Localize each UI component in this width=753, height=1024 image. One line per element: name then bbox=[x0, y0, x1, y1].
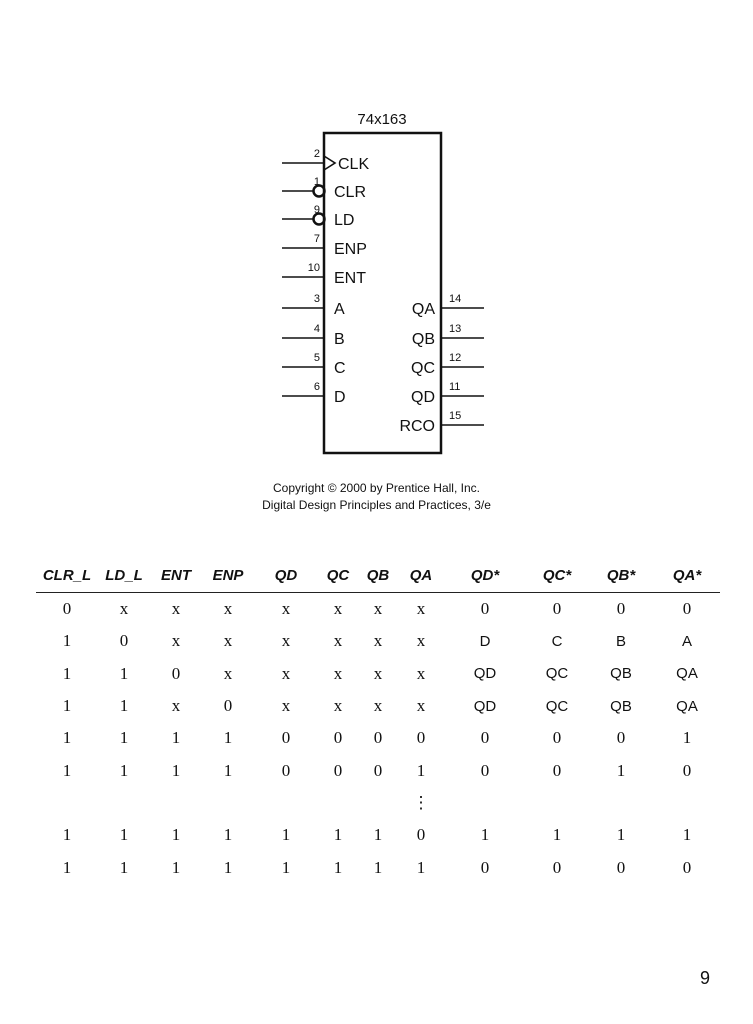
chip-name: 74x163 bbox=[357, 111, 407, 128]
column-header: QB bbox=[366, 566, 390, 584]
table-cell: 0 bbox=[682, 760, 692, 780]
pin-label: QA bbox=[411, 301, 435, 318]
pin-number: 2 bbox=[313, 148, 320, 160]
table-cell: 0 bbox=[416, 728, 426, 748]
table-cell: 0 bbox=[171, 663, 181, 683]
truth-table bbox=[36, 558, 720, 884]
table-cell: 0 bbox=[281, 728, 291, 748]
pin-label: RCO bbox=[399, 418, 435, 435]
table-cell: 1 bbox=[62, 857, 72, 877]
table-cell: 1 bbox=[616, 760, 626, 780]
table-cell: x bbox=[333, 599, 343, 619]
table-cell: 0 bbox=[333, 760, 343, 780]
column-header: ENP bbox=[212, 566, 244, 584]
table-cell: 0 bbox=[552, 857, 562, 877]
table-cell: 0 bbox=[480, 760, 490, 780]
table-cell: QC bbox=[545, 665, 569, 683]
table-cell: D bbox=[479, 632, 491, 650]
table-row bbox=[36, 625, 720, 657]
table-cell: x bbox=[281, 599, 291, 619]
left-pins bbox=[282, 148, 369, 406]
table-cell: 1 bbox=[171, 728, 181, 748]
pin-number: 9 bbox=[313, 204, 320, 216]
table-cell: 1 bbox=[416, 760, 426, 780]
table-cell: x bbox=[223, 631, 233, 651]
table-cell: x bbox=[333, 696, 343, 716]
table-cell: C bbox=[551, 632, 563, 650]
table-cell: x bbox=[171, 599, 181, 619]
table-cell: 1 bbox=[62, 728, 72, 748]
table-cell: 1 bbox=[281, 857, 291, 877]
table-cell: x bbox=[223, 599, 233, 619]
pin-label: QB bbox=[411, 331, 435, 348]
pin-label: CLR bbox=[334, 184, 367, 201]
table-cell: x bbox=[416, 631, 426, 651]
pin-qa bbox=[412, 293, 484, 318]
pin-number: 1 bbox=[313, 176, 320, 188]
table-cell: 0 bbox=[552, 599, 562, 619]
table-cell: 1 bbox=[171, 825, 181, 845]
pin-number: 15 bbox=[449, 410, 462, 422]
pin-label: QC bbox=[411, 360, 435, 377]
table-cell bbox=[36, 787, 98, 819]
table-cell: 1 bbox=[682, 825, 692, 845]
table-cell: x bbox=[223, 663, 233, 683]
table-body bbox=[36, 593, 720, 884]
column-header: QB* bbox=[606, 566, 636, 584]
column-header: QC bbox=[326, 566, 350, 584]
pin-label: CLK bbox=[338, 156, 370, 173]
column-header: LD_L bbox=[105, 566, 143, 584]
table-cell: 0 bbox=[480, 857, 490, 877]
table-cell: x bbox=[373, 631, 383, 651]
table-cell: 0 bbox=[552, 760, 562, 780]
table-cell: 1 bbox=[552, 825, 562, 845]
column-header: QA* bbox=[672, 566, 702, 584]
table-cell: 1 bbox=[119, 728, 129, 748]
table-cell bbox=[654, 787, 720, 819]
table-cell: QA bbox=[676, 697, 698, 715]
copyright-line1: Copyright © 2000 by Prentice Hall, Inc. bbox=[273, 481, 480, 495]
pin-clk bbox=[282, 148, 369, 173]
table-cell: x bbox=[333, 631, 343, 651]
table-cell: 0 bbox=[616, 728, 626, 748]
table-cell bbox=[526, 787, 588, 819]
clock-triangle bbox=[324, 156, 335, 170]
pin-number: 7 bbox=[313, 233, 320, 245]
table-cell: B bbox=[615, 632, 626, 650]
table-row bbox=[36, 722, 720, 754]
table-cell: 0 bbox=[616, 857, 626, 877]
pin-number: 3 bbox=[313, 293, 320, 305]
pin-label: LD bbox=[334, 212, 355, 229]
table-row bbox=[36, 690, 720, 722]
table-cell: x bbox=[281, 663, 291, 683]
table-cell: QD bbox=[473, 665, 497, 683]
table-cell: x bbox=[373, 599, 383, 619]
table-row bbox=[36, 754, 720, 786]
pin-number: 11 bbox=[449, 381, 461, 393]
table-row bbox=[36, 593, 720, 626]
table-cell: 1 bbox=[62, 760, 72, 780]
table-cell: x bbox=[281, 696, 291, 716]
pin-a bbox=[282, 293, 345, 318]
table-cell bbox=[318, 787, 358, 819]
pin-qd bbox=[411, 381, 484, 406]
copyright-line2: Digital Design Principles and Practices, 3/e bbox=[262, 498, 491, 512]
table-cell: x bbox=[416, 663, 426, 683]
pin-ld bbox=[282, 204, 354, 229]
table-cell bbox=[588, 787, 654, 819]
table-cell: x bbox=[416, 696, 426, 716]
table-cell bbox=[254, 787, 318, 819]
table-cell: 0 bbox=[119, 631, 129, 651]
table-cell: 0 bbox=[281, 760, 291, 780]
table-cell bbox=[444, 787, 526, 819]
pin-d bbox=[282, 381, 346, 406]
table-cell bbox=[98, 787, 150, 819]
column-header: ENT bbox=[161, 566, 191, 584]
column-header: CLR_L bbox=[42, 566, 92, 584]
table-cell: 1 bbox=[373, 857, 383, 877]
table-cell: 1 bbox=[281, 825, 291, 845]
table-cell: x bbox=[373, 663, 383, 683]
table-cell: 1 bbox=[373, 825, 383, 845]
table-cell: x bbox=[171, 631, 181, 651]
pin-b bbox=[282, 323, 345, 348]
table-row bbox=[36, 787, 720, 819]
table-cell: 1 bbox=[119, 696, 129, 716]
pin-number: 6 bbox=[313, 381, 320, 393]
table-cell: 1 bbox=[171, 760, 181, 780]
table-cell: x bbox=[119, 599, 129, 619]
pin-number: 4 bbox=[313, 323, 320, 335]
table-cell: QB bbox=[610, 665, 632, 683]
table-cell: 1 bbox=[223, 825, 233, 845]
pin-qc bbox=[411, 352, 484, 377]
column-header: QD* bbox=[470, 566, 500, 584]
table-cell: 1 bbox=[171, 857, 181, 877]
table-cell: x bbox=[373, 696, 383, 716]
table-cell: A bbox=[681, 632, 692, 650]
table-cell: 0 bbox=[223, 696, 233, 716]
table-cell: 0 bbox=[373, 760, 383, 780]
table-cell: QA bbox=[676, 665, 698, 683]
table-cell: 0 bbox=[480, 728, 490, 748]
pin-number: 14 bbox=[449, 293, 462, 305]
pin-number: 12 bbox=[449, 352, 462, 364]
table-row bbox=[36, 658, 720, 690]
table-cell: 1 bbox=[223, 728, 233, 748]
table-cell: 1 bbox=[62, 631, 72, 651]
table-cell: 0 bbox=[682, 599, 692, 619]
column-header: QC* bbox=[542, 566, 572, 584]
table-cell: x bbox=[333, 663, 343, 683]
table-cell: 0 bbox=[480, 599, 490, 619]
table-cell bbox=[202, 787, 254, 819]
pin-number: 5 bbox=[313, 352, 320, 364]
table-cell: x bbox=[416, 599, 426, 619]
table-cell: 1 bbox=[333, 857, 343, 877]
table-cell: x bbox=[281, 631, 291, 651]
table-row bbox=[36, 851, 720, 883]
table-cell: 1 bbox=[416, 857, 426, 877]
table-cell: 1 bbox=[119, 663, 129, 683]
table-header-row bbox=[36, 558, 720, 593]
copyright-block bbox=[0, 480, 753, 514]
pin-label: C bbox=[334, 360, 346, 377]
table-cell: 0 bbox=[552, 728, 562, 748]
table-cell: 0 bbox=[373, 728, 383, 748]
table-cell: QD bbox=[473, 697, 497, 715]
table-row bbox=[36, 819, 720, 851]
table-cell: 1 bbox=[333, 825, 343, 845]
table-cell: 0 bbox=[62, 599, 72, 619]
table-cell: 1 bbox=[62, 825, 72, 845]
chip-diagram bbox=[0, 0, 753, 480]
pin-number: 13 bbox=[449, 323, 462, 335]
table-cell: 1 bbox=[616, 825, 626, 845]
table-cell: 1 bbox=[223, 857, 233, 877]
table-cell: 1 bbox=[62, 663, 72, 683]
table-cell: x bbox=[171, 696, 181, 716]
pin-label: ENP bbox=[334, 241, 367, 258]
table-cell: 0 bbox=[416, 825, 426, 845]
table-cell: 1 bbox=[223, 760, 233, 780]
pin-label: A bbox=[334, 301, 345, 318]
pin-label: B bbox=[334, 331, 345, 348]
table-cell: 1 bbox=[119, 857, 129, 877]
pin-qb bbox=[412, 323, 484, 348]
pin-label: QD bbox=[411, 389, 435, 406]
pin-c bbox=[282, 352, 346, 377]
page-number: 9 bbox=[700, 968, 711, 988]
pin-label: ENT bbox=[334, 270, 366, 287]
table-cell: 1 bbox=[62, 696, 72, 716]
pin-number: 10 bbox=[307, 262, 320, 274]
column-header: QD bbox=[274, 566, 298, 584]
table-cell: 1 bbox=[119, 760, 129, 780]
table-cell: 0 bbox=[682, 857, 692, 877]
table-cell: 1 bbox=[119, 825, 129, 845]
table-cell bbox=[358, 787, 398, 819]
table-cell: QC bbox=[545, 697, 569, 715]
table-cell: 0 bbox=[333, 728, 343, 748]
table-cell: 1 bbox=[682, 728, 692, 748]
table-cell: ⋮ bbox=[412, 792, 430, 812]
table-cell: 0 bbox=[616, 599, 626, 619]
table-cell: 1 bbox=[480, 825, 490, 845]
pin-label: D bbox=[334, 389, 346, 406]
table-cell: QB bbox=[610, 697, 632, 715]
table-cell bbox=[150, 787, 202, 819]
column-header: QA bbox=[409, 566, 433, 584]
